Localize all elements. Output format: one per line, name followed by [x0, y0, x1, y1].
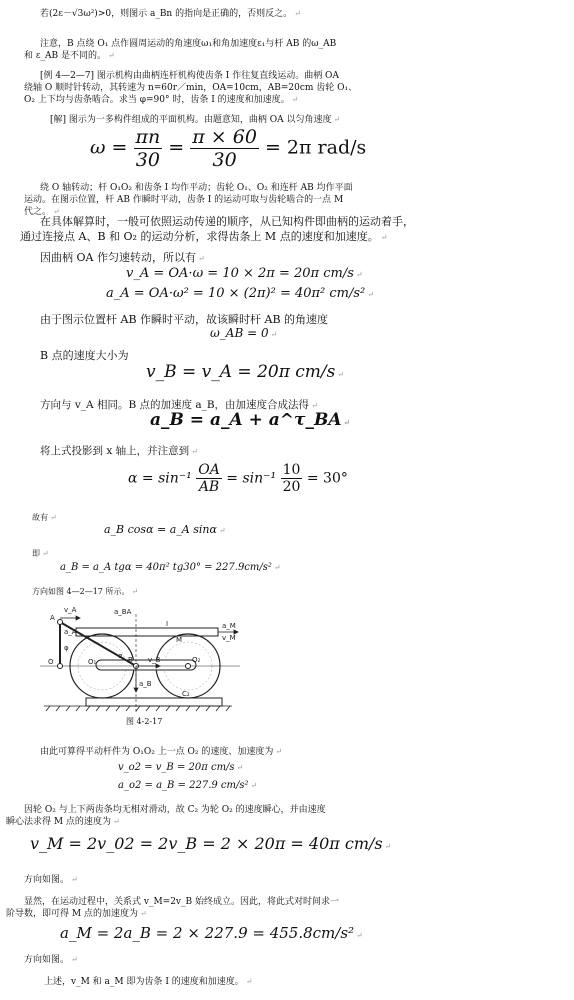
label-C2: C₂	[182, 690, 190, 698]
equation-alpha: α = sin⁻¹ $\frac{OA}{AB}$ = sin⁻¹ $\frac{10}{20}$ = 30°	[128, 462, 348, 495]
text-line: 若(2ε－√3ω²)>0，则图示 a_Bn 的指向是正确的，否则反之。 ↵	[40, 9, 301, 19]
equation-vB: v_B = v_A = 20π cm/s ↵	[146, 362, 345, 382]
label-aBA: a_BA	[114, 608, 132, 616]
text-line: 故有 ↵	[32, 513, 57, 522]
text-line: 绕 O 轴转动；杆 O₁O₂ 和齿条 I 均作平动；齿轮 O₁、O₂ 和连杆 AB 均作平面	[40, 183, 353, 193]
text-line: 由于图示位置杆 AB 作瞬时平动，故该瞬时杆 AB 的角速度	[40, 313, 329, 326]
equation-aBcos: a_B cosα = a_A sinα ↵	[104, 523, 226, 536]
text-line: 由此可算得平动杆件为 O₁O₂ 上一点 O₂ 的速度、加速度为 ↵	[40, 747, 283, 757]
text-line: 即 ↵	[32, 549, 49, 558]
text-line: 在具体解算时，一般可依照运动传递的顺序，从已知构件即曲柄的运动着手，	[40, 215, 414, 228]
ground	[44, 706, 232, 711]
equation-aB: a_B = a_A + a^τ_BA ↵	[150, 410, 351, 430]
text-line: 方向如图。 ↵	[24, 875, 78, 885]
label-O: O	[48, 658, 54, 666]
label-M: M	[176, 636, 183, 644]
text-line: 方向如图 4—2—17 所示。 ↵	[32, 587, 139, 596]
text-line: 运动。在图示位置，杆 AB 作瞬时平动，齿条 I 的运动可取与齿轮啮合的一点 M	[24, 195, 344, 205]
label-B: B	[128, 656, 133, 664]
equation-vO2: v_o2 = v_B = 20π cm/s ↵	[118, 762, 244, 773]
equation-omegaAB: ω_AB = 0 ↵	[210, 326, 278, 340]
text-line: 阶导数，即可得 M 点的加速度为 ↵	[6, 909, 147, 919]
label-phi: φ	[64, 644, 69, 652]
text-line: O₂ 上下均与齿条啮合。求当 φ=90° 时，齿条 I 的速度和加速度。 ↵	[24, 95, 299, 105]
label-O1: O₁	[88, 658, 97, 666]
text-line: 将上式投影到 x 轴上，并注意到 ↵	[40, 445, 198, 457]
text-line: 瞬心法求得 M 点的速度为 ↵	[6, 817, 120, 827]
label-vA: v_A	[64, 606, 77, 614]
equation-aBval: a_B = a_A tgα = 40π² tg30° = 227.9cm/s² ↵	[60, 562, 281, 573]
equation-vM: v_M = 2v_02 = 2v_B = 2 × 20π = 40π cm/s ↵	[30, 834, 392, 853]
equation-aM: a_M = 2a_B = 2 × 227.9 = 455.8cm/s² ↵	[60, 924, 363, 942]
text-line: 方向如图。 ↵	[24, 955, 78, 965]
text-line: [例 4—2—7] 图示机构由曲柄连杆机构使齿条 I 作往复直线运动。曲柄 OA	[40, 71, 339, 81]
pin-O2	[186, 664, 191, 669]
text-line: B 点的速度大小为	[40, 349, 129, 362]
text-line: 因曲柄 OA 作匀速转动，所以有 ↵	[40, 251, 205, 264]
text-line: 显然，在运动过程中，关系式 v_M=2v_B 始终成立。因此，将此式对时间求一	[24, 897, 339, 907]
label-alpha: α	[118, 652, 123, 660]
text-line: 因轮 O₂ 与上下两齿条均无相对滑动，故 C₂ 为轮 O₂ 的速度瞬心，并由速度	[24, 805, 326, 815]
text-line: 上述，v_M 和 a_M 即为齿条 I 的速度和加速度。 ↵	[44, 977, 253, 987]
figure-caption: 图 4-2-17	[126, 717, 163, 726]
equation-aO2: a_o2 = a_B = 227.9 cm/s² ↵	[118, 780, 258, 791]
text-line: 绕轴 O 顺时针转动，其转速为 n=60r／min，OA=10cm，AB=20cm 齿轮 O₁、	[24, 83, 358, 93]
pin-O	[58, 664, 63, 669]
link-O1O2	[96, 660, 196, 670]
label-aM: a_M	[222, 622, 236, 630]
lower-rack	[86, 698, 222, 706]
label-aB: a_B	[139, 680, 152, 688]
label-vM: v_M	[222, 634, 236, 642]
text-line: 方向与 v_A 相同。B 点的加速度 a_B，由加速度合成法得 ↵	[40, 399, 318, 411]
label-I: I	[166, 620, 169, 628]
equation-vA: v_A = OA·ω = 10 × 2π = 20π cm/s ↵	[126, 266, 363, 281]
mechanism-figure	[36, 600, 242, 724]
label-O2: O₂	[192, 656, 201, 664]
equation-aA: a_A = OA·ω² = 10 × (2π)² = 40π² cm/s² ↵	[106, 286, 374, 301]
label-A: A	[50, 614, 55, 622]
text-line: 代之。 ↵	[24, 207, 60, 217]
text-line: 和 ε_AB 是不同的。 ↵	[24, 51, 115, 61]
label-vB: v_B	[148, 656, 161, 664]
text-line: 通过连接点 A、B 和 O₂ 的运动分析，求得齿条上 M 点的速度和加速度。 ↵	[20, 230, 388, 243]
equation-omega: ω = $\frac{\pi n}{30}$ = $\frac{\pi \times 60}{30}$ = 2π rad/s	[90, 126, 367, 171]
text-line: 注意，B 点绕 O₁ 点作圆周运动的角速度ω₁和角加速度ε₁与杆 AB 的ω_AB	[40, 39, 337, 49]
pin-A	[58, 620, 63, 625]
label-aA: a_A	[64, 628, 77, 636]
text-line: [解] 图示为一多构件组成的平面机构。由题意知，曲柄 OA 以匀角速度 ↵	[50, 115, 341, 125]
